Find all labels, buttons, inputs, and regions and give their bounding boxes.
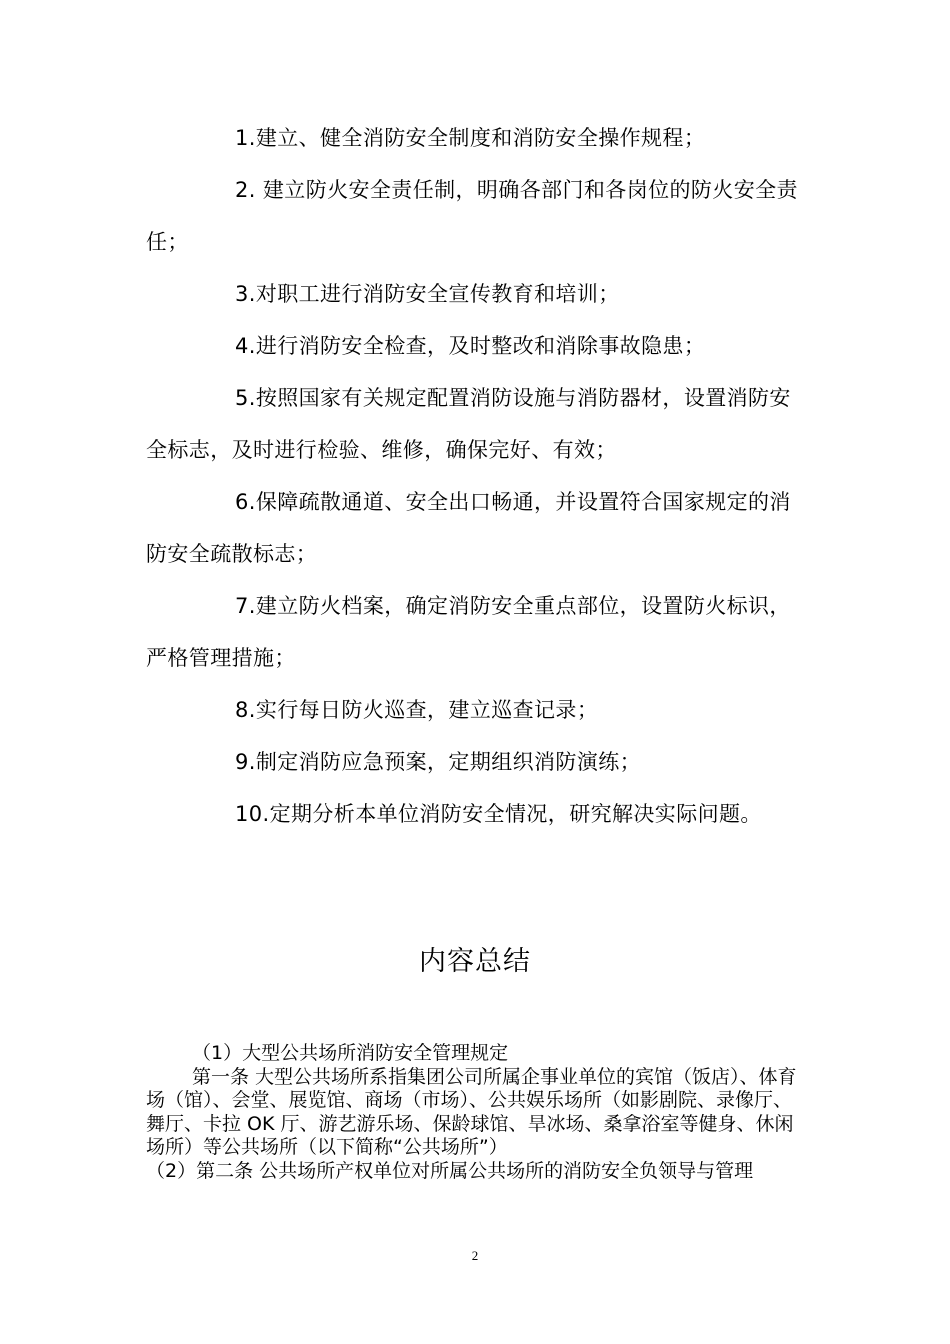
summary-body [146,1042,810,1183]
duty-item-5: 5.按照国家有关规定配置消防设施与消防器材，设置消防安全标志，及时进行检验、维修，确保完好、有效； [146,386,791,462]
duty-item-7: 7.建立防火档案，确定消防安全重点部位，设置防火标识，严格管理措施； [146,594,791,670]
duty-item-9: 9.制定消防应急预案，定期组织消防演练； [235,750,642,774]
summary-heading-1: （1）大型公共场所消防安全管理规定 [192,1042,509,1064]
duty-item-2: 2. 建立防火安全责任制，明确各部门和各岗位的防火安全责任； [146,178,798,254]
duty-item-1: 1.建立、健全消防安全制度和消防安全操作规程； [235,126,706,150]
page-number: 2 [471,1248,479,1263]
duty-item-8: 8.实行每日防火巡查，建立巡查记录； [235,698,599,722]
summary-title: 内容总结 [419,946,531,977]
summary-heading-2: （2）第二条 公共场所产权单位对所属公共场所的消防安全负领导与管理 [146,1159,754,1182]
summary-article-1: 第一条 大型公共场所系指集团公司所属企事业单位的宾馆（饭店）、体育场（馆）、会堂、展览馆、商场（市场）、公共娱乐场所（如影剧院、录像厅、舞厅、卡拉 OK 厅、游艺游乐场、保龄球馆、旱冰场、桑拿浴室等健身、休闲场所）等公共场所（以下简称“公共场所”） [146,1065,797,1158]
duty-item-6: 6.保障疏散通道、安全出口畅通，并设置符合国家规定的消防安全疏散标志； [146,490,791,566]
duty-item-3: 3.对职工进行消防安全宣传教育和培训； [235,282,620,306]
duty-item-4: 4.进行消防安全检查，及时整改和消除事故隐患； [235,334,706,358]
duty-item-10: 10.定期分析本单位消防安全情况，研究解决实际问题。 [235,802,762,826]
